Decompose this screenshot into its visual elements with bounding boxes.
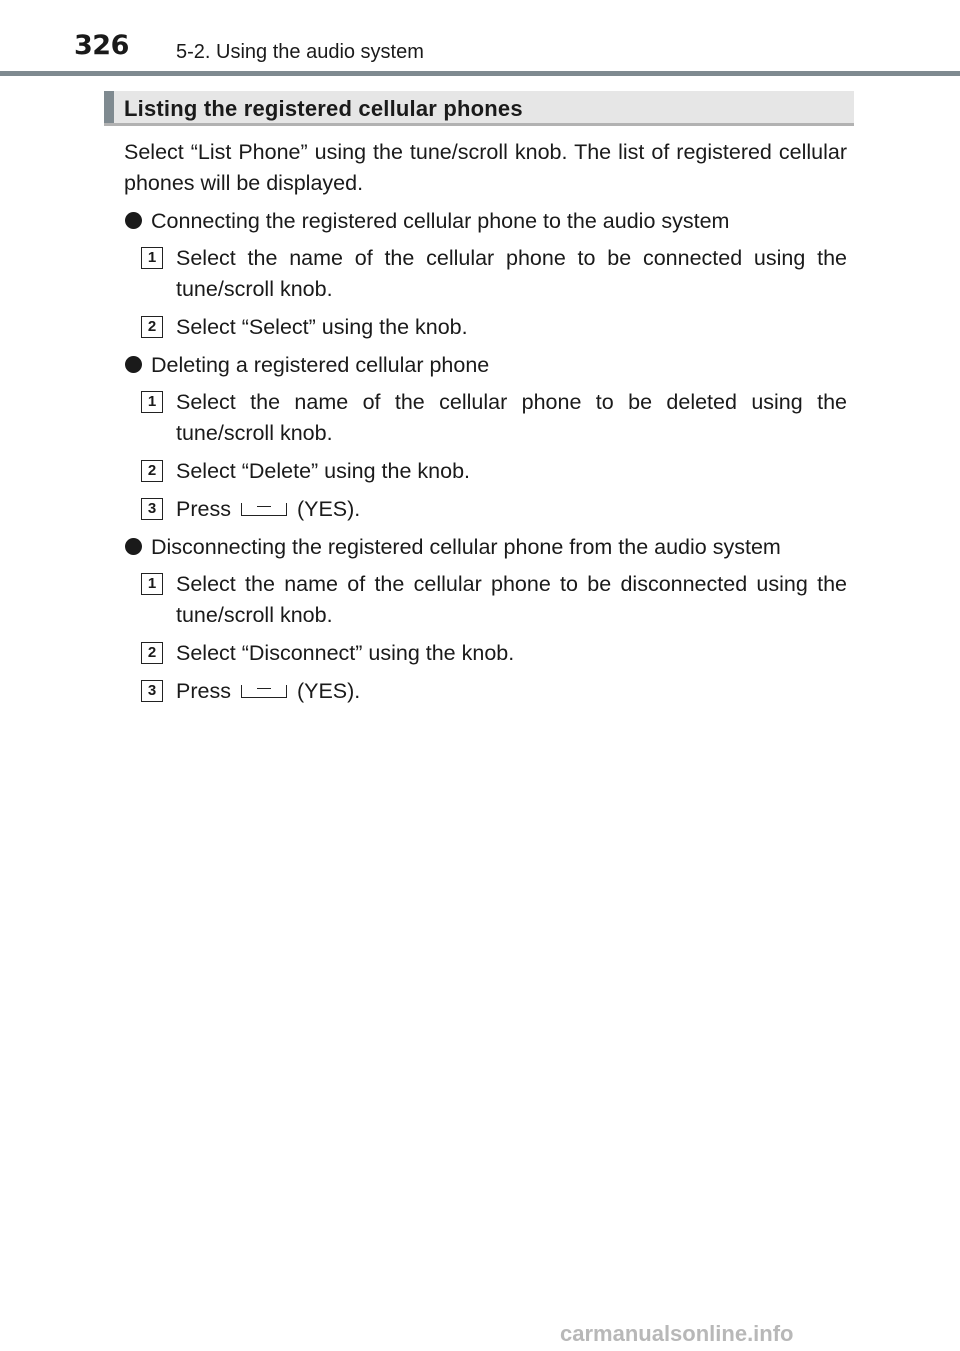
step-number: 1 [141,391,163,413]
step [124,494,847,525]
step-text: Select the name of the cellular phone to be disconnected using the tune/scroll knob. [176,572,847,627]
procedure-heading-text: Disconnecting the registered cellular phone from the audio system [151,535,781,559]
step-text-before: Press [176,497,231,521]
step-text: Select “Disconnect” using the knob. [176,641,515,665]
running-header: 5-2. Using the audio system [176,41,424,63]
step-number: 1 [141,247,163,269]
step-text: Select the name of the cellular phone to be connected using the tune/scroll knob. [176,246,847,301]
step-text-after: (YES). [296,497,361,521]
bullet-icon [125,212,142,229]
intro-paragraph: Select “List Phone” using the tune/scroll knob. The list of registered cellular phones will be displayed. [124,140,847,195]
step [124,312,847,343]
step-number: 2 [141,460,163,482]
step [124,638,847,669]
step-number: 1 [141,573,163,595]
step-number: 3 [141,498,163,520]
page-number: 326 [74,30,129,61]
procedure-heading [124,350,847,381]
step [124,676,847,707]
header-divider [0,71,960,76]
watermark: carmanualsonline.info [560,1321,794,1346]
step-text: Select “Select” using the knob. [176,315,468,339]
step-text: Select “Delete” using the knob. [176,459,470,483]
preset-button-icon [241,503,287,516]
step [124,387,847,449]
bullet-icon [125,356,142,373]
step-text-after: (YES). [296,679,361,703]
procedure-heading-text: Deleting a registered cellular phone [151,353,490,377]
step [124,243,847,305]
section-heading-bar [104,91,114,123]
procedure-heading-text: Connecting the registered cellular phone to the audio system [151,209,730,233]
step-text-before: Press [176,679,231,703]
procedure-heading [124,206,847,237]
step-number: 3 [141,680,163,702]
page-content [124,137,847,714]
section-title: Listing the registered cellular phones [124,96,523,121]
procedure-heading [124,532,847,563]
step [124,456,847,487]
bullet-icon [125,538,142,555]
preset-button-icon [241,685,287,698]
step-number: 2 [141,642,163,664]
step [124,569,847,631]
step-text: Select the name of the cellular phone to be deleted using the tune/scroll knob. [176,390,847,445]
section-heading [104,91,854,126]
step-number: 2 [141,316,163,338]
